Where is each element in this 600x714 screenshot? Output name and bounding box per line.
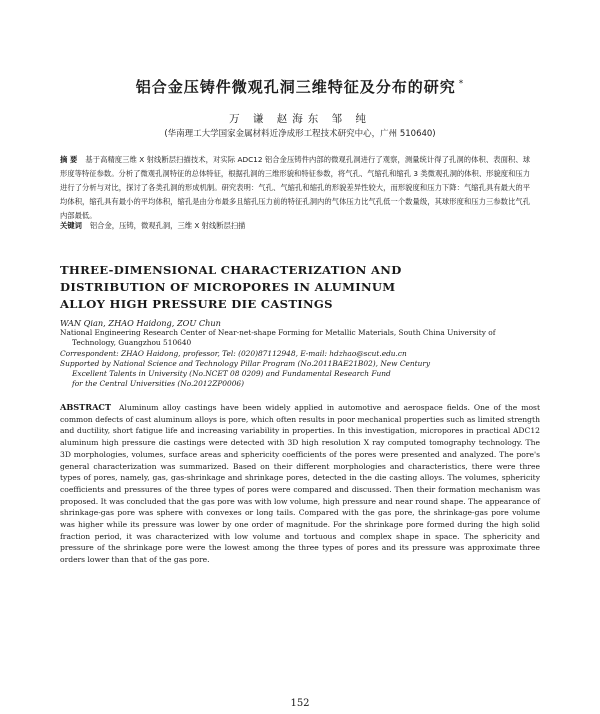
page-number: 152: [290, 698, 310, 709]
funding-line: for the Central Universities (No.2012ZP0006): [72, 379, 244, 388]
english-title: [60, 262, 540, 313]
chinese-title: [0, 76, 600, 97]
title-footnote-mark: *: [458, 79, 465, 89]
funding-line: Excellent Talents in University (No.NCET 08 0209) and Fundamental Research Fund: [72, 369, 391, 378]
english-abstract: [60, 402, 540, 566]
english-abstract-text: Aluminum alloy castings have been widely applied in automotive and aerospace fields. One of the most common defects of cast aluminum alloys is pore, which often results in poor mechanical properties such as limited strength and ductility, short fatigue life and increasing variability in properties. In this investigation, micropores in practical ADC12 aluminum high pressure die castings were detected with 3D high resolution X ray computed tomography technology. The 3D morphologies, volumes, surface areas and sphericity coefficients of the pores were presented and analyzed. The pore's general characterization was summarized. Based on their different morphologies and characteristics, there were three types of pores, namely, gas, gas-shrinkage and shrinkage pores, detected in the die casting alloys. The volumes, sphericity coefficients and pressures of the three types of pores were compared and discussed. Then their formation mechanism was proposed. It was concluded that the gas pore was with low volume, high pressure and near round shape. The appearance of shrinkage-gas pore was sphere with convexes or long tails. Compared with the gas pore, the shrinkage-gas pore volume was higher while its pressure was lower by one order of magnitude. For the shrinkage pore formed during the high solid fraction period, it was characterized with low volume and tortuous and complex shape in space. The sphericity and pressure of the shrinkage pore were the lowest among the three types of pores and its pressure was approximate three orders lower than that of the gas pore.: [60, 403, 540, 565]
funding-support: [60, 359, 540, 389]
chinese-abstract-text: 基于高精度三维 X 射线断层扫描技术，对实际 ADC12 铝合金压铸件内部的微观孔洞进行了观察，测量统计得了孔洞的体积、表面积、球形度等特征参数。分析了微观孔洞特征的总体特征，根据孔洞的三维形貌和特征参数，将气孔、气缩孔和缩孔 3 类微观孔洞的体积、形貌度和压力进行了分析与对比，探讨了各类孔洞的形成机制。研究表明：气孔、气缩孔和缩孔的形貌差异性较大，而形貌度和压力下降：气缩孔具有最大的平均体积，缩孔具有最小的平均体积，缩孔是由分布最多且缩孔压力前的特征孔洞内的气体压力比气孔低一个数量级，其球形度和压力三参数比气孔内部最低。: [60, 155, 530, 220]
chinese-keywords-text: 铝合金，压铸，微观孔洞，三维 X 射线断层扫描: [89, 221, 246, 230]
correspondent-text: ZHAO Haidong, professor, Tel: (020)87112948, E-mail: hdzhao@scut.edu.cn: [120, 349, 407, 358]
english-title-line: THREE-DIMENSIONAL CHARACTERIZATION AND: [60, 263, 402, 277]
chinese-authors: 万 谦 赵海东 邹 纯: [229, 113, 371, 125]
english-title-line: ALLOY HIGH PRESSURE DIE CASTINGS: [60, 297, 333, 311]
chinese-abstract-label: 摘 要: [60, 155, 78, 164]
english-authors: WAN Qian, ZHAO Haidong, ZOU Chun: [60, 318, 221, 328]
correspondent: [60, 349, 540, 359]
chinese-keywords: [60, 219, 530, 233]
funding-line: Supported by National Science and Technology Pillar Program (No.2011BAE21B02), New Century: [60, 359, 431, 368]
english-affiliation-line: National Engineering Research Center of Near-net-shape Forming for Metallic Materials, South China University of: [60, 328, 496, 337]
english-affiliation: [60, 328, 540, 348]
english-abstract-label: ABSTRACT: [60, 402, 112, 412]
correspondent-label: Correspondent:: [60, 349, 119, 358]
chinese-title-text: 铝合金压铸件微观孔洞三维特征及分布的研究: [135, 78, 456, 96]
english-affiliation-line: Technology, Guangzhou 510640: [72, 338, 192, 347]
chinese-abstract: [60, 153, 530, 223]
chinese-affiliation: (华南理工大学国家金属材料近净成形工程技术研究中心，广州 510640): [164, 129, 436, 139]
chinese-keywords-label: 关键词: [60, 221, 82, 230]
english-title-line: DISTRIBUTION OF MICROPORES IN ALUMINUM: [60, 280, 396, 294]
